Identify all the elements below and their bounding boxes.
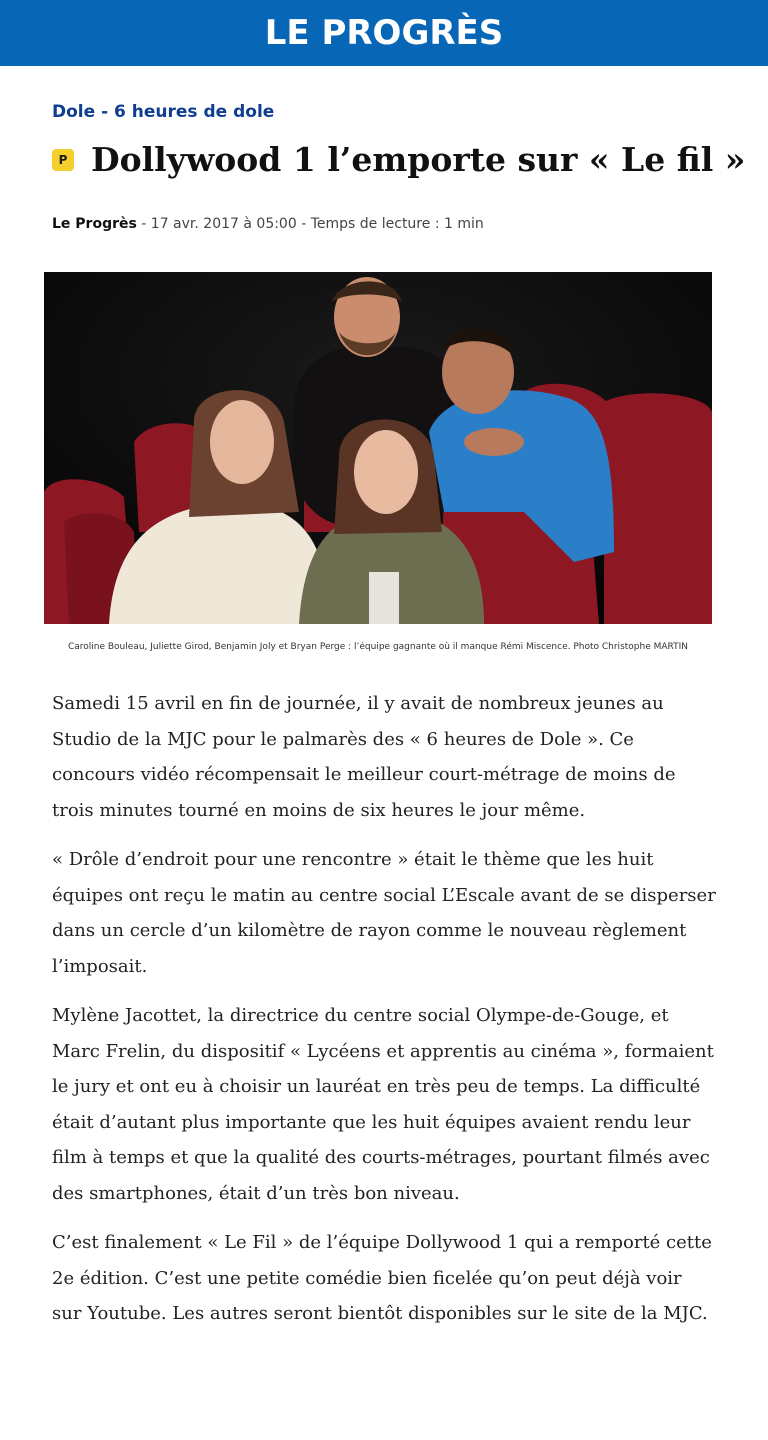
photo-illustration [44,272,712,624]
article-paragraph: Mylène Jacottet, la directrice du centre social Olympe-de-Gouge, et Marc Frelin, du dispositif « Lycéens et apprentis au cinéma », formaient le jury et ont eu à choisir un lauréat en très peu de temps. La difficulté était d’autant plus importante que les huit équipes avaient rendu leur film à temps et que la qualité des courts-métrages, pourtant filmés avec des smartphones, était d’un très bon niveau. [52,1005,714,1204]
site-logo[interactable]: LE PROGRÈS [264,13,504,53]
section-kicker[interactable]: Dole - 6 heures de dole [52,102,275,122]
article-paragraph: C’est finalement « Le Fil » de l’équipe Dollywood 1 qui a remporté cette 2e édition. C’est une petite comédie bien ficelée qu’on peut déjà voir sur Youtube. Les autres seront bientôt disponibles sur le site de la MJC. [52,1232,712,1324]
article-paragraph: Samedi 15 avril en fin de journée, il y avait de nombreux jeunes au Studio de la MJC pour le palmarès des « 6 heures de Dole ». Ce concours vidéo récompensait le meilleur court-métrage de moins de trois minutes tourné en moins de six heures le jour même. [52,693,676,821]
premium-badge-label: P [58,153,68,167]
byline-date: 17 avr. 2017 à 05:00 [150,216,297,232]
byline-reading-time: Temps de lecture : 1 min [310,216,484,232]
article-photo[interactable] [44,272,712,624]
article-title: Dollywood 1 l’emporte sur « Le fil » [91,140,746,179]
site-header [0,0,768,66]
byline-separator: - [141,216,151,232]
premium-badge-icon [52,149,74,171]
article-body [52,686,716,1346]
byline-separator: - [301,216,311,232]
article-paragraph: « Drôle d’endroit pour une rencontre » était le thème que les huit équipes ont reçu le matin au centre social L’Escale avant de se disperser dans un cercle d’un kilomètre de rayon comme le nouveau règlement l’imposait. [52,849,716,977]
article-byline [52,216,484,232]
headline-row [52,138,746,182]
photo-caption: Caroline Bouleau, Juliette Girod, Benjamin Joly et Bryan Perge : l’équipe gagnante où il manque Rémi Miscence. Photo Christophe MARTIN [67,642,689,652]
byline-source: Le Progrès [52,216,137,232]
